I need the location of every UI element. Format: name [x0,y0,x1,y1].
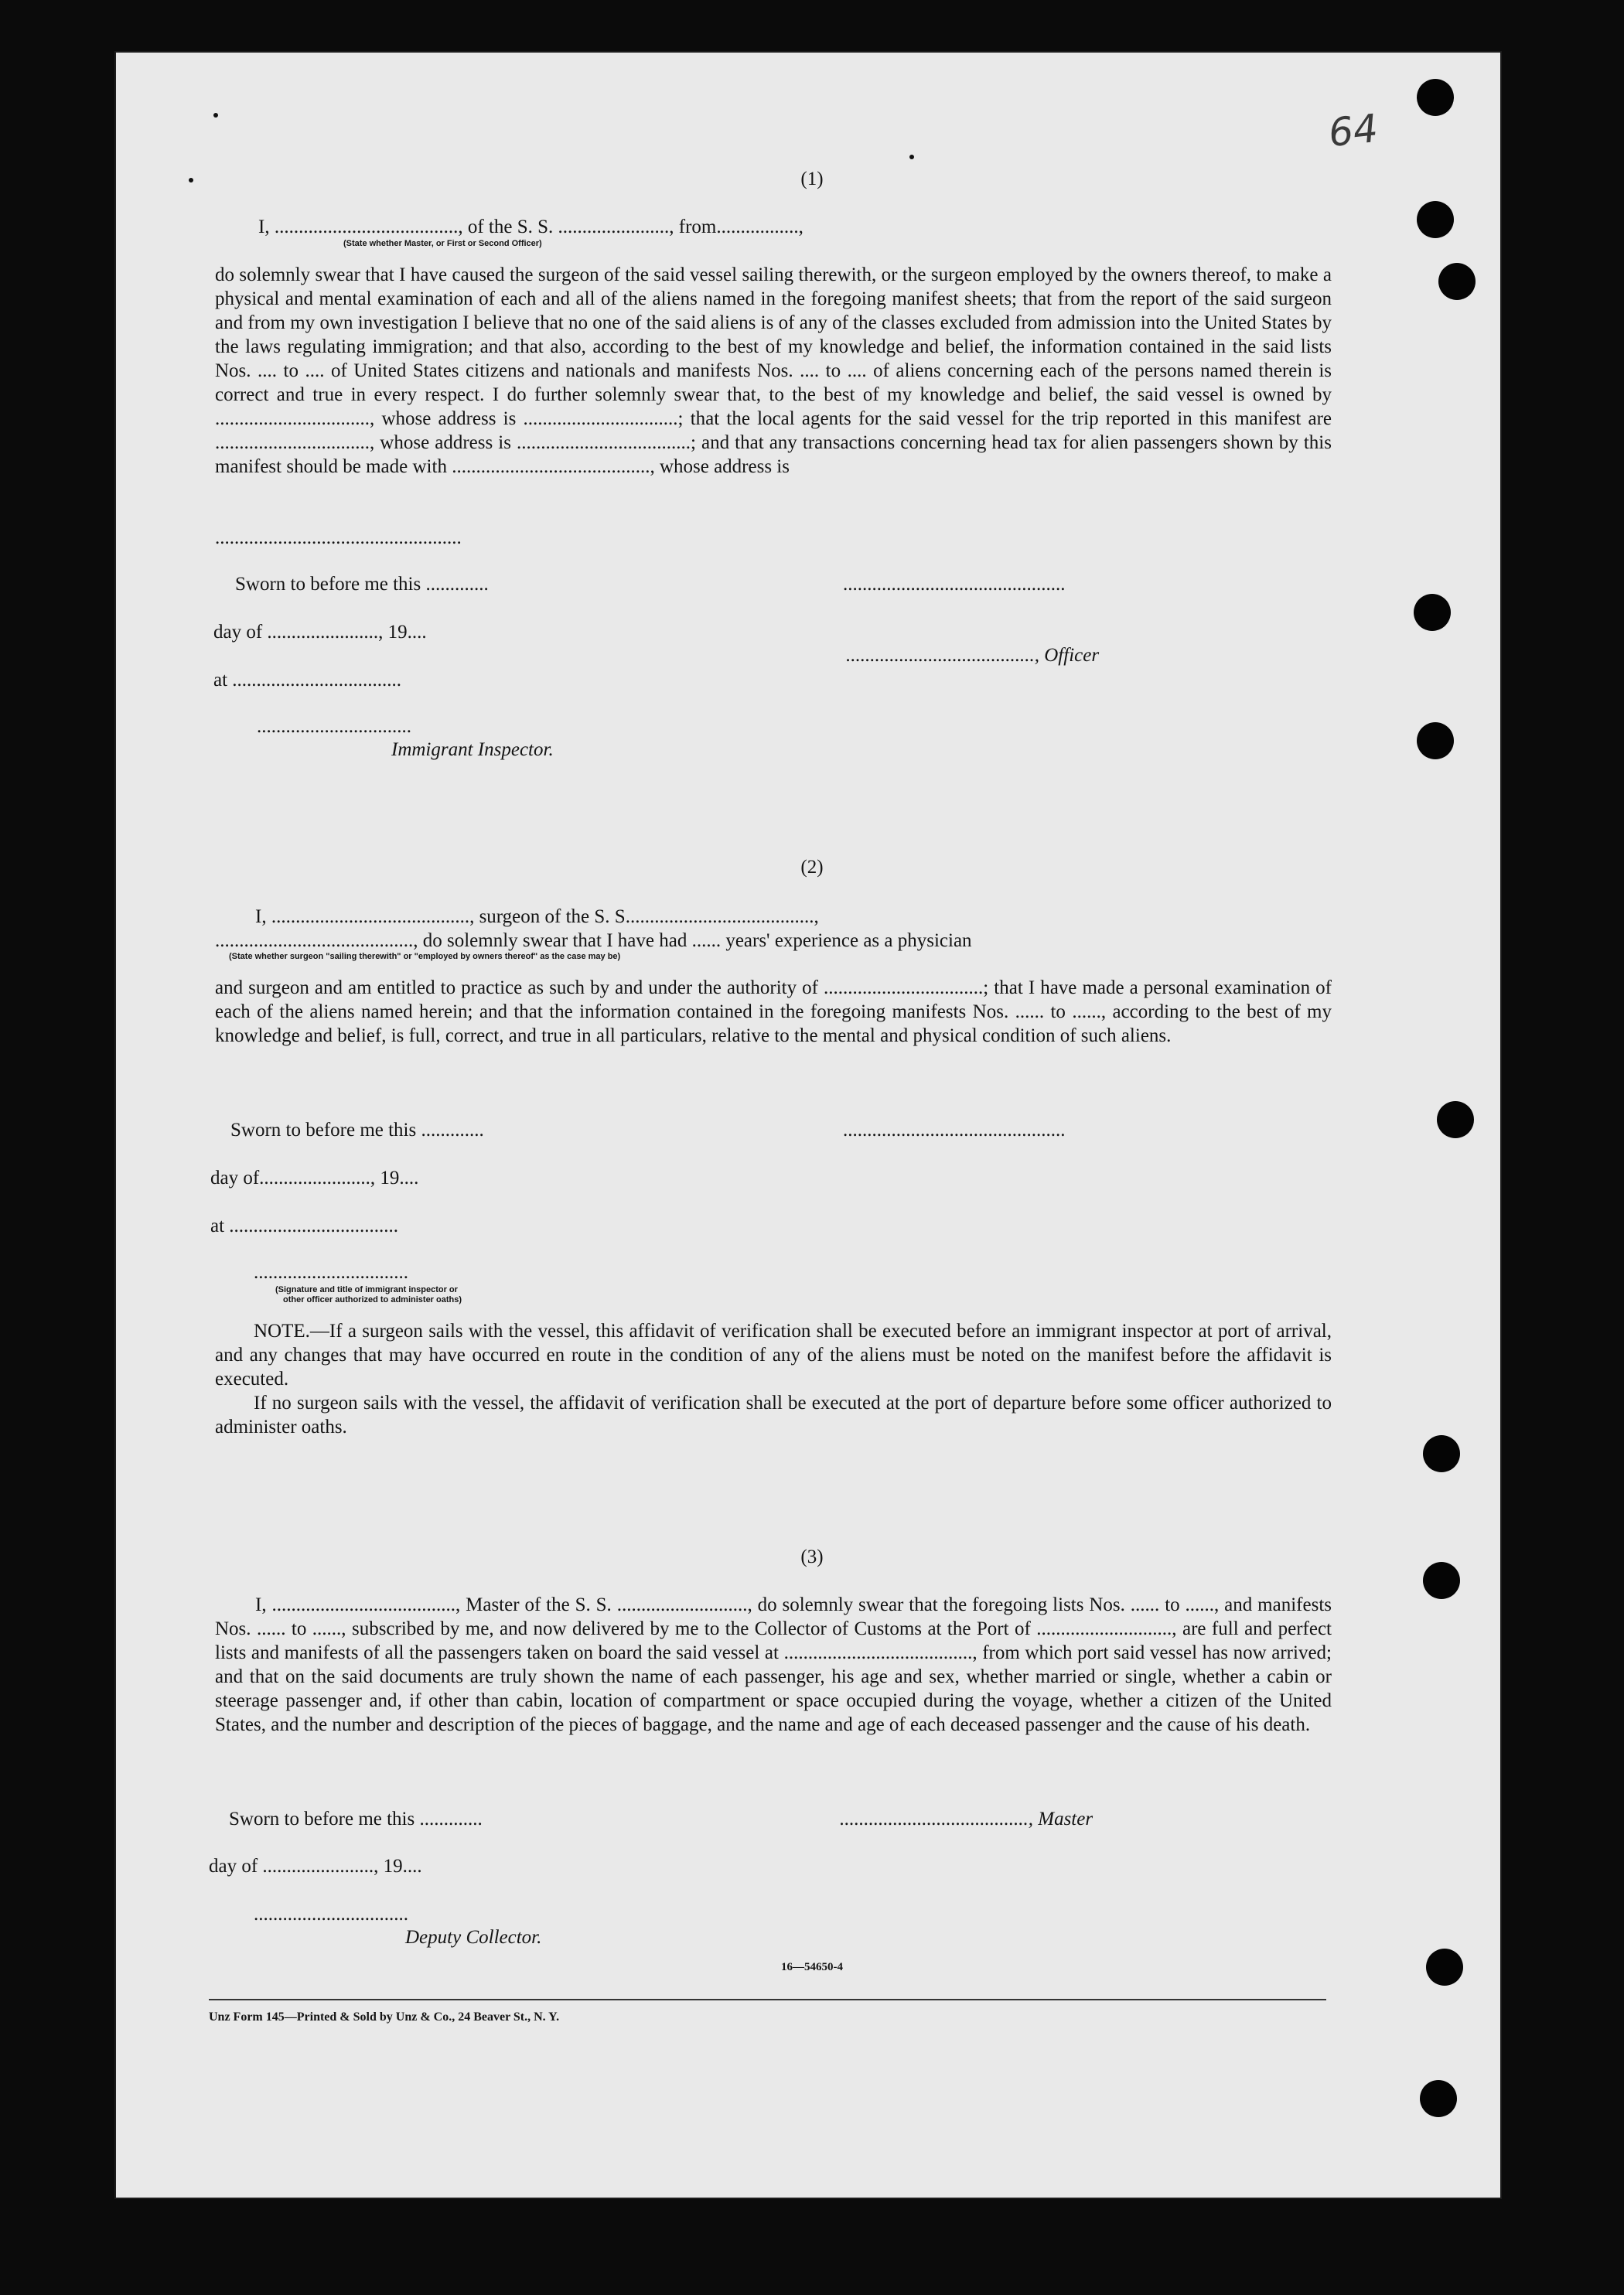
form-number: 16—54650-4 [781,1961,843,1973]
section-1-line-1-note: (State whether Master, or First or Second Officer) [343,239,542,248]
section-1-line-1: I, ......................................, of the S. S. ......................., from................., [258,217,803,237]
section-2-signature: ................................ [254,1262,408,1283]
section-2-heading: (2) [800,857,824,878]
section-1-heading: (1) [800,169,824,189]
printer-footer: Unz Form 145—Printed & Sold by Unz & Co., 24 Beaver St., N. Y. [209,2010,560,2024]
punch-hole [1420,2080,1457,2117]
section-2-day: day of......................., 19.... [210,1168,419,1188]
section-2-line-2: ........................................., do solemnly swear that I have had ...... years' experience as a physician [215,930,972,951]
punch-hole [1423,1435,1460,1472]
footer-divider [209,1999,1326,2000]
section-3-master: ......................................., Master [840,1809,1093,1830]
punch-hole [1417,722,1454,759]
section-2-sworn-signature: .............................................. [843,1120,1066,1141]
ink-speck [213,113,218,118]
section-2-at: at ................................... [210,1216,399,1236]
section-2-note-1: NOTE.—If a surgeon sails with the vessel, this affidavit of verification shall be executed before an immigrant inspector at port of arrival, and any changes that may have occurred en route in the condition of any of the aliens must be noted on the manifest before the affidavit is executed. [215,1321,1332,1390]
section-1-inspector-title: Immigrant Inspector. [391,739,554,760]
section-1-sworn-signature: .............................................. [843,574,1066,595]
section-1-day: day of ......................., 19.... [213,622,427,643]
section-2-line-2-note: (State whether surgeon "sailing therewith" or "employed by owners thereof" as the case may be) [229,952,621,961]
section-3-sworn: Sworn to before me this ............. [229,1809,483,1830]
section-3-signature: ................................ [254,1904,408,1925]
section-1-body-end: ................................................... [215,527,462,548]
punch-hole [1414,594,1451,631]
section-3-day: day of ......................., 19.... [209,1856,422,1877]
section-1-body: do solemnly swear that I have caused the surgeon of the said vessel sailing therewith, or the surgeon employed by the owners thereof, to make a physical and mental examination of each and all of the aliens named in the foregoing manifest sheets; that from the report of the said surgeon and from my own investigation I believe that no one of the said aliens is of any of the classes excluded from admission into the United States by the laws regulating immigration; and that also, according to the best of my knowledge and belief, the information contained in the said lists Nos. .... to .... of United States citizens and nationals and manifests Nos. .... to .... of aliens concerning each of the persons named therein is correct and true in every respect. I do further solemnly swear that, to the best of my knowledge and belief, the said vessel is owned by ................................, whose address is ................................; that the local agents for the said vessel for the trip reported in this manifest are ................................, whose address is ....................................; and that any transactions concerning head tax for alien passengers shown by this manifest should be made with ........................................., whose address is [215,264,1332,477]
section-2-line-1: I, ........................................., surgeon of the S. S......................................., [255,906,819,927]
section-1-at: at ................................... [213,670,402,691]
punch-hole [1417,79,1454,116]
section-2-note-2: If no surgeon sails with the vessel, the affidavit of verification shall be executed at the port of departure before some officer authorized to administer oaths. [215,1393,1332,1437]
punch-hole [1417,201,1454,238]
ink-speck [909,155,914,159]
handwritten-page-number: 64 [1326,105,1380,156]
section-2-signature-note-2: other officer authorized to administer oaths) [283,1295,462,1304]
section-1-inspector-signature: ................................ [257,716,411,737]
section-2-body: and surgeon and am entitled to practice as such by and under the authority of .................................; that I have made a personal examination of each of the aliens named herein; and that the information contained in the foregoing manifests Nos. ...... to ......, according to the best of my knowledge and belief, is full, correct, and true in all particulars, relative to the mental and physical condition of such aliens. [215,977,1332,1046]
punch-hole [1438,263,1476,300]
section-1-sworn: Sworn to before me this ............. [235,574,489,595]
section-3-heading: (3) [800,1546,824,1567]
section-3-collector-title: Deputy Collector. [405,1927,542,1948]
punch-hole [1437,1101,1474,1138]
section-2-sworn: Sworn to before me this ............. [230,1120,484,1141]
section-3-body: I, ......................................, Master of the S. S. ..........................., do solemnly swear that the foregoing lists Nos. ...... to ......, and manifests Nos. ...... to ......, subscribed by me, and now delivered by me to the Collector of Customs at the Port of ............................, are full and perfect lists and manifests of all the passengers taken on board the said vessel at ......................................., from which port said vessel has now arrived; and that on the said documents are truly shown the name of each passenger, his age and sex, whether married or single, whether a cabin or steerage passenger and, if other than cabin, location of compartment or space occupied during the voyage, whether a citizen of the United States, and the number and description of the pieces of baggage, and the name and age of each deceased passenger and the cause of his death. [215,1594,1332,1735]
section-2-signature-note-1: (Signature and title of immigrant inspector or [275,1285,458,1294]
section-1-officer: ......................................., Officer [846,645,1100,666]
